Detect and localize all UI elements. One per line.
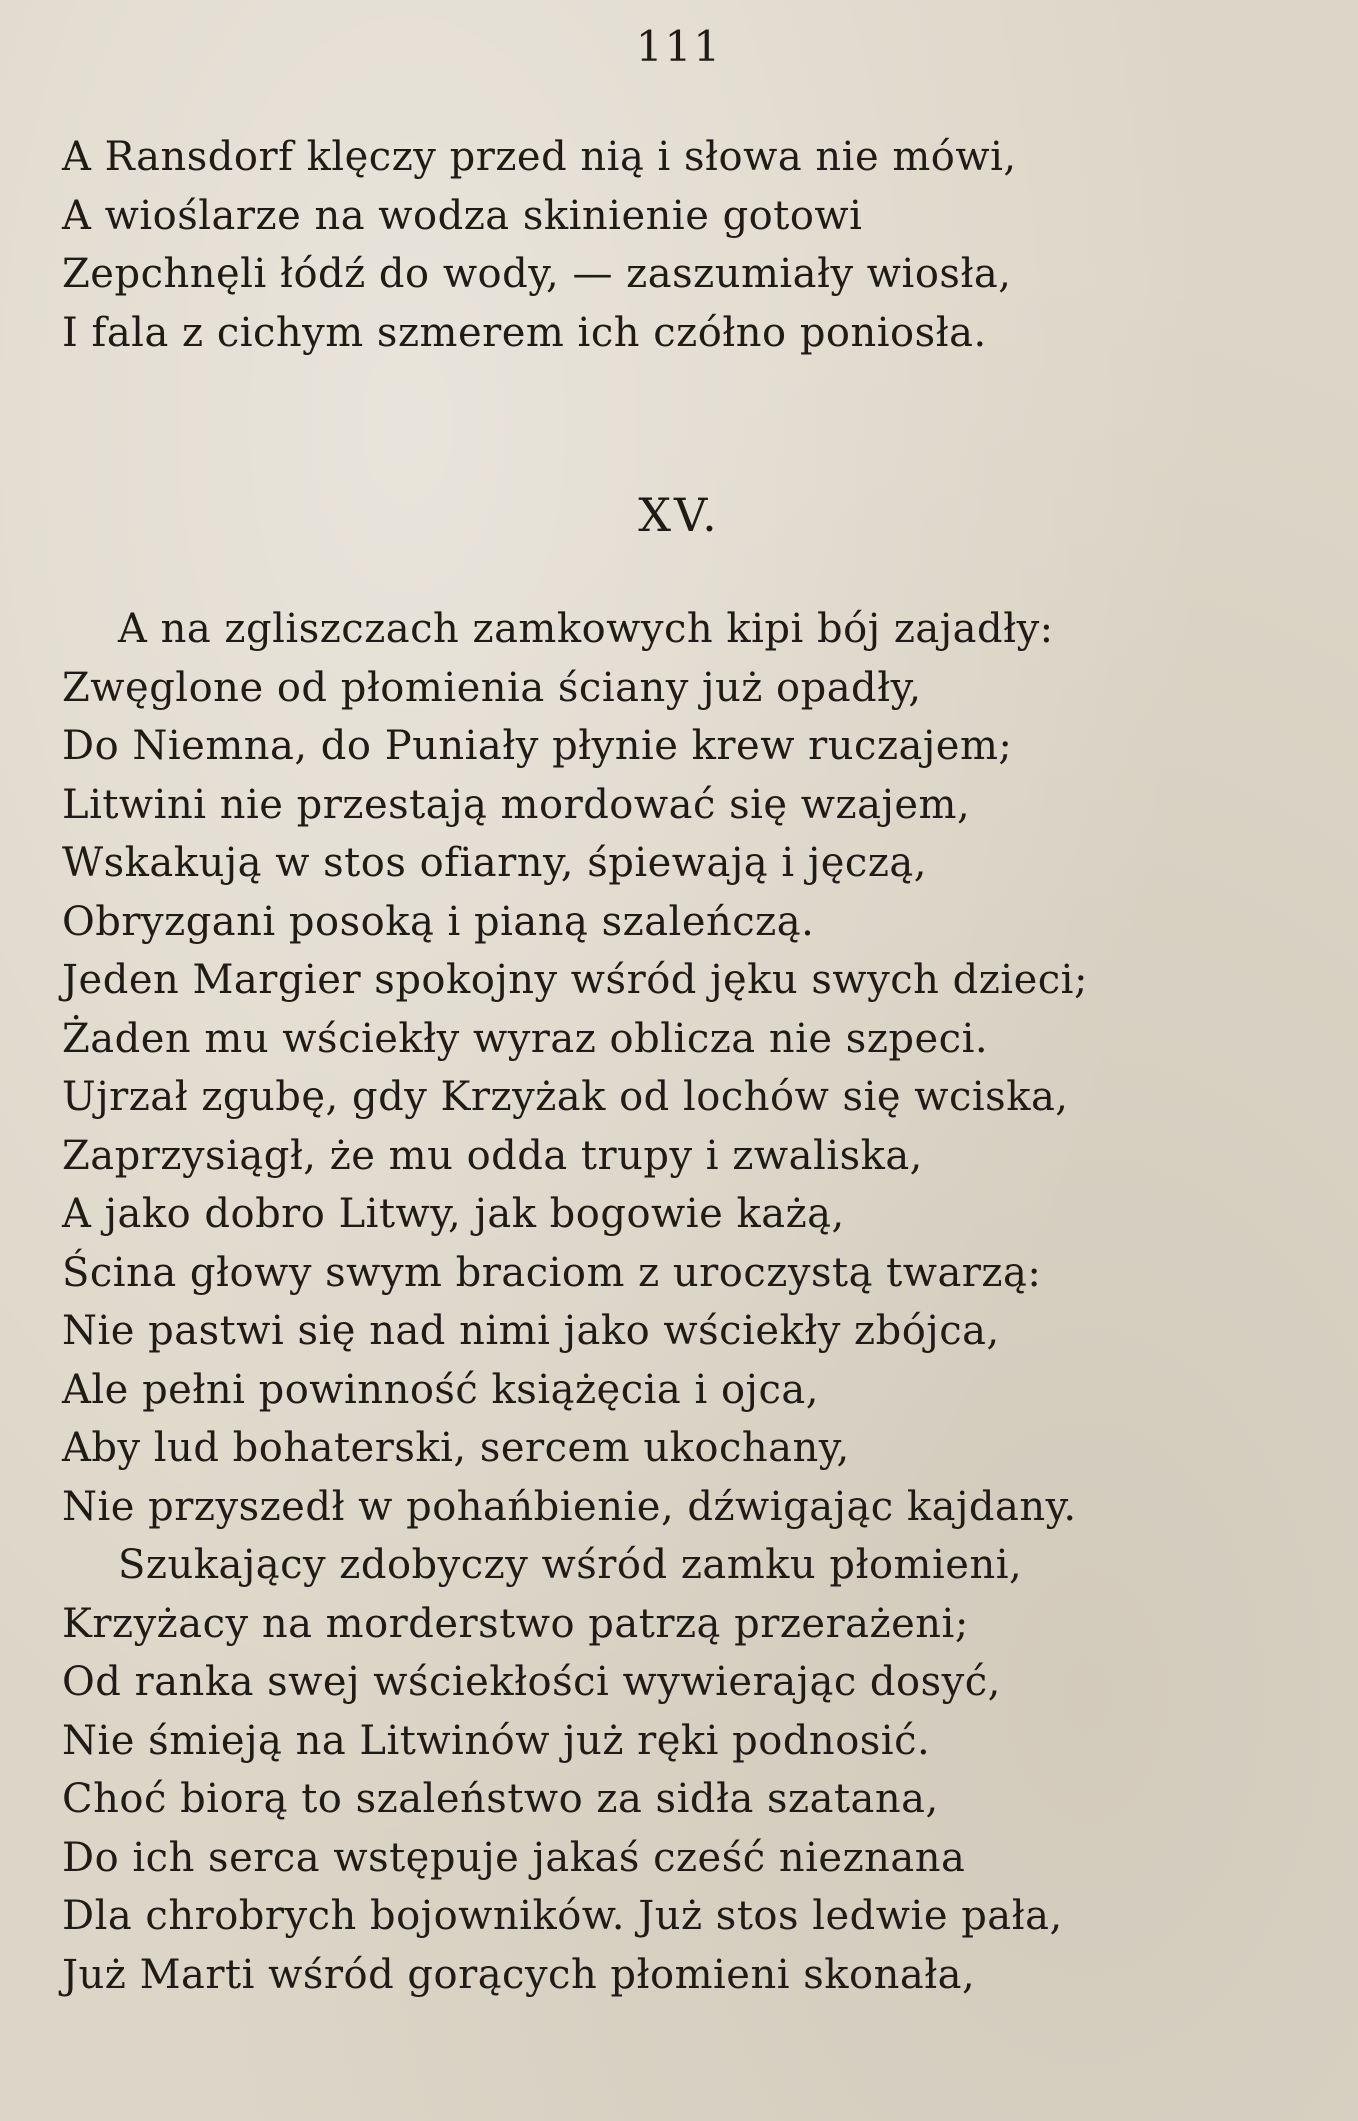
verse-line: Zaprzysiągł, że mu odda trupy i zwaliska, — [62, 1132, 923, 1179]
verse-line: Już Marti wśród gorących płomieni skonała, — [62, 1951, 976, 1998]
section-heading: XV. — [638, 488, 720, 542]
verse-line: A na zgliszczach zamkowych kipi bój zajadły: — [118, 606, 1054, 652]
verse-line: Obryzgani posoką i pianą szaleńczą. — [62, 898, 815, 945]
verse-line: Jeden Margier spokojny wśród jęku swych dzieci; — [62, 957, 1088, 1003]
verse-line: Litwini nie przestają mordować się wzajem, — [62, 781, 971, 828]
verse-line: Od ranka swej wściekłości wywierając dosyć, — [62, 1659, 1001, 1705]
verse-line: Zwęglone od płomienia ściany już opadły, — [62, 664, 922, 711]
main-stanza — [62, 600, 1318, 2004]
verse-line: A jako dobro Litwy, jak bogowie każą, — [62, 1191, 845, 1237]
verse-line: Szukający zdobyczy wśród zamku płomieni, — [118, 1542, 1023, 1588]
verse-line: A wioślarze na wodza skinienie gotowi — [62, 192, 863, 239]
verse-line: Krzyżacy na morderstwo patrzą przerażeni; — [62, 1600, 969, 1647]
verse-line: Do Niemna, do Puniały płynie krew ruczajem; — [62, 723, 1013, 769]
verse-line: I fala z cichym szmerem ich czółno poniosła. — [62, 309, 987, 356]
verse-line: Ale pełni powinność książęcia i ojca, — [62, 1366, 819, 1413]
verse-line: A Ransdorf klęczy przed nią i słowa nie mówi, — [62, 134, 1017, 180]
verse-line: Zepchnęli łódź do wody, — zaszumiały wiosła, — [62, 251, 1012, 297]
verse-line: Wskakują w stos ofiarny, śpiewają i jęczą, — [62, 840, 927, 886]
verse-line: Ścina głowy swym braciom z uroczystą twarzą: — [62, 1249, 1042, 1296]
verse-line: Żaden mu wściekły wyraz oblicza nie szpeci. — [62, 1015, 989, 1062]
verse-line: Aby lud bohaterski, sercem ukochany, — [62, 1425, 850, 1471]
verse-line: Choć biorą to szaleństwo za sidła szatana, — [62, 1776, 939, 1822]
verse-line: Do ich serca wstępuje jakaś cześć nieznana — [62, 1834, 966, 1881]
verse-line: Nie pastwi się nad nimi jako wściekły zbójca, — [62, 1308, 1000, 1354]
verse-line: Dla chrobrych bojowników. Już stos ledwie pała, — [62, 1893, 1063, 1939]
page-number: 111 — [635, 22, 723, 71]
verse-line: Nie śmieją na Litwinów już ręki podnosić. — [62, 1717, 931, 1764]
verse-line: Ujrzał zgubę, gdy Krzyżak od lochów się wciska, — [62, 1074, 1069, 1120]
verse-line: Nie przyszedł w pohańbienie, dźwigając kajdany. — [62, 1483, 1077, 1530]
top-stanza — [62, 128, 1318, 362]
